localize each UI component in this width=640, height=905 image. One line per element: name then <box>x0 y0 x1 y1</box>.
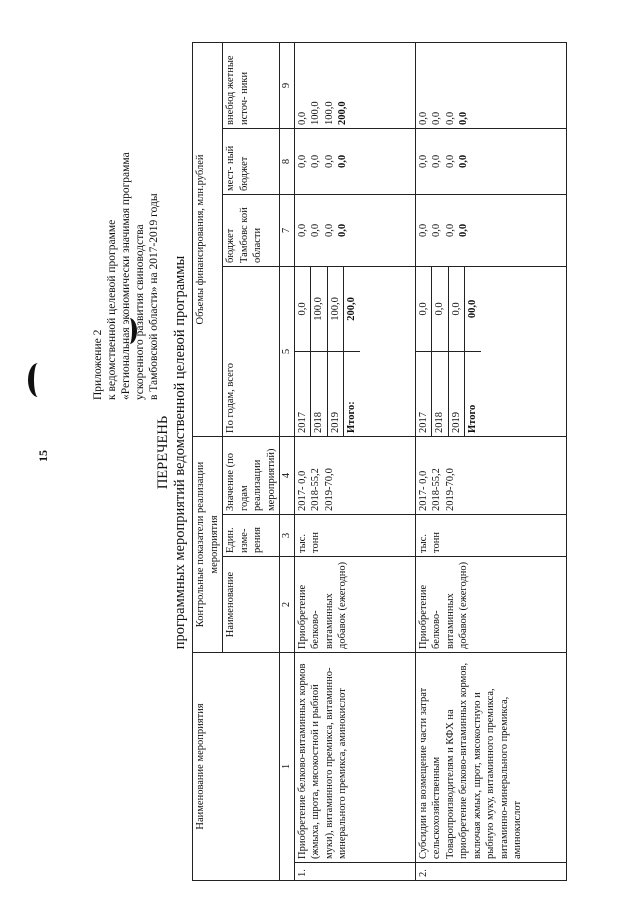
header-indicator-name: Наименование <box>223 556 280 652</box>
column-number: 5 <box>280 266 295 436</box>
indicator-name: Приобретение белково-витаминных добавок (ежегодно) <box>415 556 566 652</box>
column-number: 1 <box>280 652 295 880</box>
year-label: 2018 <box>311 351 328 436</box>
header-value: Значение (по годам реализации мероприятий) <box>223 436 280 514</box>
amount: 0,0 <box>296 111 308 125</box>
column-number: 9 <box>280 42 295 128</box>
column-number: 8 <box>280 128 295 194</box>
value-line: 2018-55,2 <box>310 468 321 511</box>
value-cell <box>294 436 415 514</box>
unit-cell: тыс. тонн <box>415 514 566 556</box>
amount: 0,0 <box>417 223 429 238</box>
extrabudgetary-cell <box>415 42 566 128</box>
amount: 0,0 <box>417 111 429 125</box>
year-label: 2017 <box>416 351 432 436</box>
value-line: 2019-70,0 <box>444 468 456 511</box>
amount: 0,0 <box>431 223 442 238</box>
amount: 0,0 <box>431 154 442 169</box>
appendix-line: Приложение 2 <box>92 329 104 400</box>
year-label: 2018 <box>432 351 449 436</box>
value-line: 2018-55,2 <box>431 468 442 511</box>
column-number: 4 <box>280 436 295 514</box>
header-extrabudgetary: внебюд жетные источ- ники <box>223 42 280 128</box>
appendix-line: к ведомственной целевой программе <box>106 219 118 400</box>
by-years-cell <box>415 266 566 436</box>
year-total: 0,0 <box>448 267 465 352</box>
regional-budget-cell <box>415 194 566 266</box>
amount: 0,0 <box>417 154 429 169</box>
local-budget-cell <box>294 128 415 194</box>
amount: 0,0 <box>310 223 321 238</box>
page-number: 15 <box>36 450 50 462</box>
amount: 0,0 <box>444 223 456 238</box>
indicator-name: Приобретение белково-витаминных добавок (ежегодно) <box>294 556 415 652</box>
amount: 0,0 <box>296 223 308 238</box>
header-by-years: По годам, всего <box>223 266 280 436</box>
amount: 0,0 <box>296 154 308 169</box>
amount: 0,0 <box>323 223 335 238</box>
appendix-line: в Тамбовской области» на 2017-2019 годы <box>148 193 160 400</box>
column-number: 7 <box>280 194 295 266</box>
year-total: 0,0 <box>295 267 311 352</box>
year-total: 0,0 <box>432 267 449 352</box>
year-label: 2019 <box>327 351 344 436</box>
amount-total: 0,0 <box>458 154 469 169</box>
extrabudgetary-cell <box>294 42 415 128</box>
amount-total: 200,0 <box>337 101 348 125</box>
amount-total: 0,0 <box>337 223 348 238</box>
local-budget-cell <box>415 128 566 194</box>
amount: 100,0 <box>323 101 335 125</box>
amount: 0,0 <box>323 154 335 169</box>
header-control-indicators: Контрольные показатели реализации мероприятия <box>193 436 223 652</box>
appendix-line: «Региональная экономически значимая программа <box>120 152 132 400</box>
header-regional-budget: бюджет Тамбовс кой области <box>223 194 280 266</box>
row-number: 2. <box>415 863 566 881</box>
measure-name: Субсидии на возмещение части затрат сельскохозяйственным Товаропроизводителям и КФХ на приобретение белково-витаминных кормов, включая жмых, шрот, мясокостную и рыбную муку, витаминного премикса, витаминно-минерального премикса, аминокислот <box>415 652 566 862</box>
value-line: 2017- 0,0 <box>417 470 429 511</box>
amount: 0,0 <box>310 154 321 169</box>
year-label: Итого: <box>344 351 360 436</box>
value-line: 2017- 0,0 <box>296 470 308 511</box>
by-years-cell <box>294 266 415 436</box>
year-total: 100,0 <box>327 267 344 352</box>
header-unit: Един. изме- рения <box>223 514 280 556</box>
amount: 100,0 <box>310 101 321 125</box>
amount-total: 0,0 <box>458 111 469 125</box>
document-title: ПЕРЕЧЕНЬ <box>155 415 171 490</box>
amount: 0,0 <box>444 154 456 169</box>
header-measure-name: Наименование мероприятия <box>193 652 280 880</box>
row-number: 1. <box>294 863 415 881</box>
column-number: 2 <box>280 556 295 652</box>
year-label: Итого <box>465 351 481 436</box>
year-total: 00,0 <box>467 299 478 319</box>
value-line: 2019-70,0 <box>323 468 335 511</box>
header-funding: Объемы финансирования, млн.рублей <box>193 42 223 436</box>
regional-budget-cell <box>294 194 415 266</box>
amount: 0,0 <box>431 111 442 125</box>
unit-cell: тыс. тонн <box>294 514 415 556</box>
amount: 0,0 <box>444 111 456 125</box>
header-local-budget: мест- ный бюджет <box>223 128 280 194</box>
year-label: 2017 <box>295 351 311 436</box>
amount-total: 0,0 <box>337 154 348 169</box>
year-total: 100,0 <box>311 267 328 352</box>
table-row <box>294 42 415 880</box>
amount-total: 0,0 <box>458 223 469 238</box>
measures-table <box>192 42 567 881</box>
value-cell <box>415 436 566 514</box>
column-number: 3 <box>280 514 295 556</box>
year-total: 0,0 <box>416 267 432 352</box>
year-label: 2019 <box>448 351 465 436</box>
document-subtitle: программных мероприятий ведомственной целевой программы <box>172 255 188 650</box>
measure-name: Приобретение белково-витаминных кормов (жмыха, шрота, мясокостной и рыбной муки), витаминного премикса, витаминно-минерального премикса, аминокислот <box>294 652 415 862</box>
table-row <box>415 42 566 880</box>
appendix-line: ускоренного развития свиноводства <box>134 224 146 400</box>
year-total: 200,0 <box>346 297 357 321</box>
appendix-note <box>91 152 161 400</box>
